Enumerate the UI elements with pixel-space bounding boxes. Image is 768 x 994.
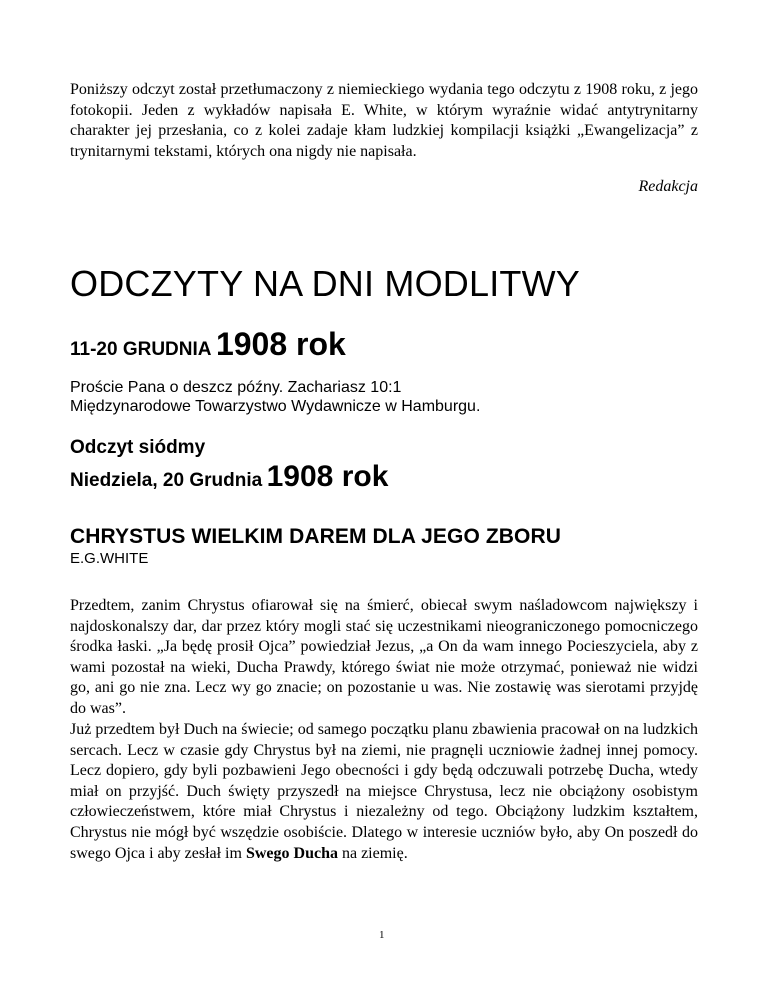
day-line	[70, 460, 388, 494]
date-line	[70, 326, 346, 363]
paragraph-2	[70, 720, 698, 864]
paragraph-2-end: na ziemię.	[337, 844, 408, 862]
page-number: 1	[379, 929, 385, 941]
publisher: Międzynarodowe Towarzystwo Wydawnicze w Hamburgu.	[70, 397, 481, 415]
paragraph-1: Przedtem, zanim Chrystus ofiarował się na śmierć, obiecał swym naśladowcom największy i najdoskonalszy dar, dar przez który mogli stać się uczestnikami nieograniczonego pomocniczego środka łaski. „Ja będę prosił Ojca” powiedział Jezus, „a On da wam innego Pocieszyciela, aby z wami pozostał na wieki, Ducha Prawdy, którego świat nie może otrzymać, ponieważ nie widzi go, ani go nie zna. Lecz wy go znacie; on pozostanie u was. Nie zostawię was sierotami przyjdę do was”.	[70, 597, 698, 717]
intro-note: Poniższy odczyt został przetłumaczony z niemieckiego wydania tego odczytu z 1908 roku, z jego fotokopii. Jeden z wykładów napisała E. White, w którym wyraźnie widać antytrynitarny charakter jej przesłania, co z kolei zadaje kłam ludzkiej kompilacji książki „Ewangelizacja” z trynitarnymi tekstami, których ona nigdy nie napisała.	[70, 81, 698, 160]
chapter-author: E.G.WHITE	[70, 550, 149, 567]
editor-signature: Redakcja	[638, 178, 698, 195]
date-range: 11-20 GRUDNIA	[70, 339, 212, 360]
paragraph-2-text: Już przedtem był Duch na świecie; od samego początku planu zbawienia pracował on na ludzkich sercach. Lecz w czasie gdy Chrystus był na ziemi, nie pragnęli uczniowie żadnej innej pomocy. Lecz dopiero, gdy byli pozbawieni Jego obecności i gdy będą odczuwali potrzebę Ducha, wtedy miał on przyjść. Duch święty przyszedł na miejsce Chrystusa, lecz nie obciążony osobistym człowieczeństwem, które miał Chrystus i niezależny od tego. Obciążony ludzkim kształtem, Chrystus nie mógł być wszędzie osobiście. Dlatego w interesie uczniów było, aby On poszedł do swego Ojca i aby zesłał im	[70, 721, 698, 862]
paragraph-2-bold: Swego Ducha	[245, 844, 338, 862]
reading-label: Odczyt siódmy	[70, 437, 206, 458]
chapter-title: CHRYSTUS WIELKIM DAREM DLA JEGO ZBORU	[70, 525, 561, 548]
main-title: ODCZYTY NA DNI MODLITWY	[70, 263, 580, 304]
reading-year: 1908 rok	[266, 460, 389, 493]
source-block	[70, 379, 480, 416]
reading-day: Niedziela, 20 Grudnia	[70, 470, 263, 491]
date-year: 1908 rok	[215, 326, 346, 362]
scripture-reference: Proście Pana o deszcz późny. Zachariasz 10:1	[70, 379, 402, 396]
